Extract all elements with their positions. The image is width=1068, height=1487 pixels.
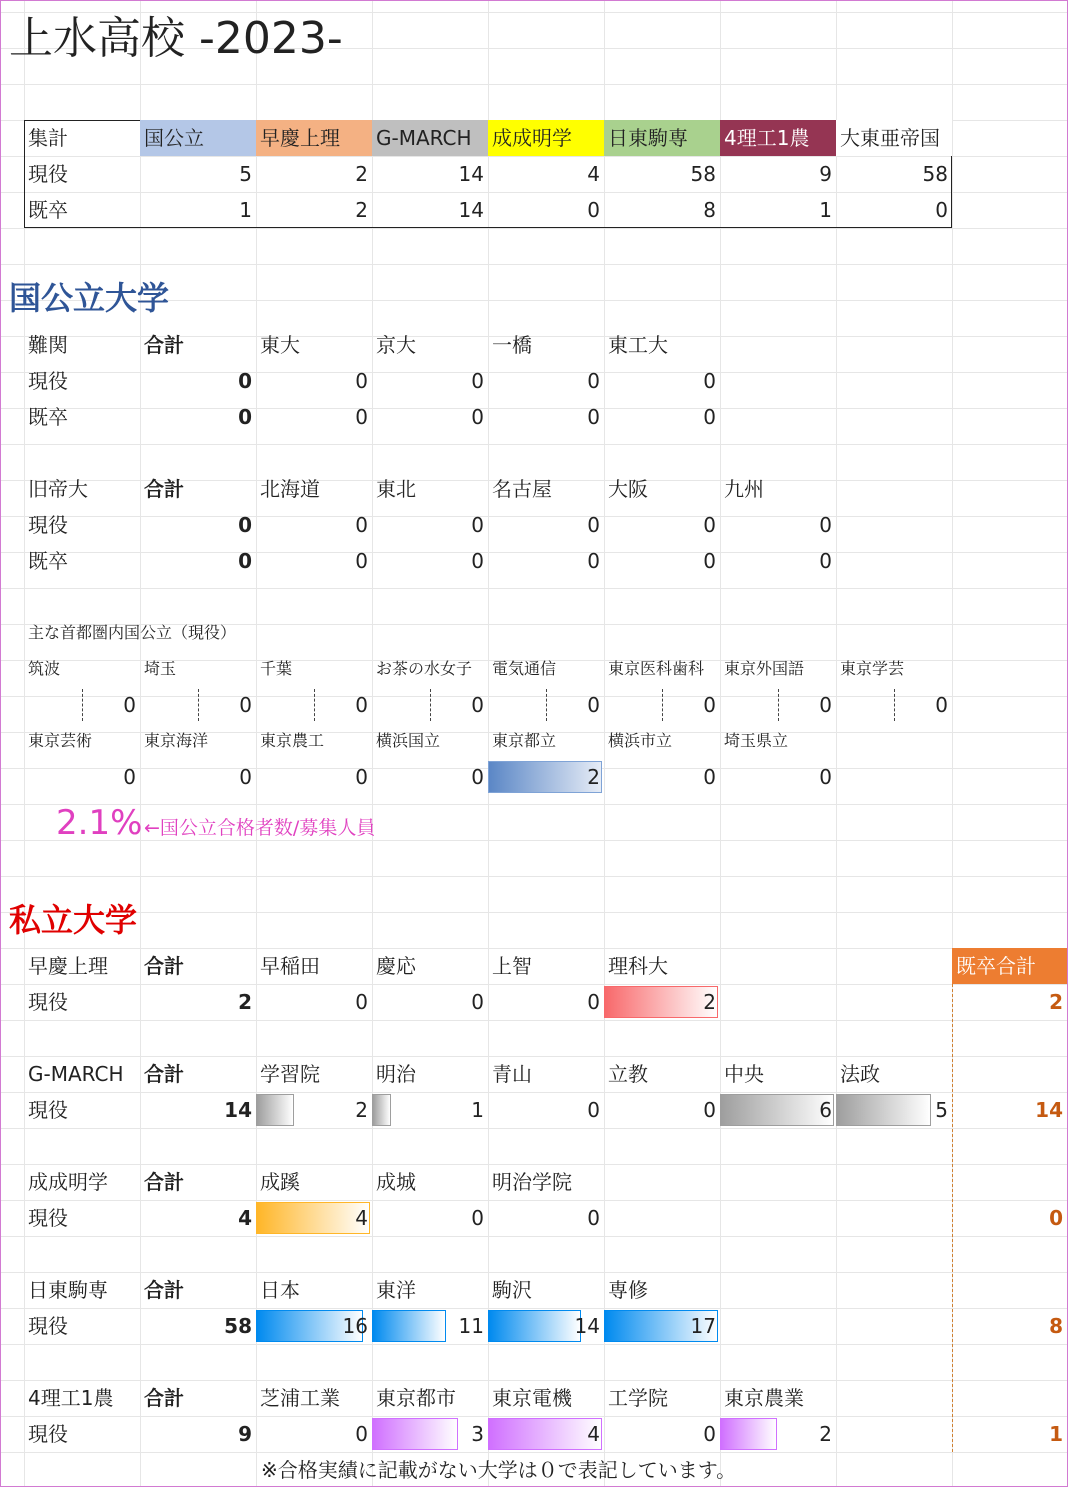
group-university: 日本 — [260, 1278, 300, 1302]
value-bar — [372, 1418, 458, 1450]
metro-value-tomin — [488, 759, 604, 795]
group-value-cell — [256, 1092, 372, 1128]
group-value-cell — [604, 1308, 720, 1344]
value-bar — [488, 761, 602, 793]
metro-university: 東京農工 — [260, 731, 325, 750]
group-university: 法政 — [840, 1062, 880, 1086]
metro-value: 0 — [471, 693, 484, 717]
summary-value: 1 — [239, 198, 252, 222]
group-value-cell — [256, 1308, 372, 1344]
kyuteidai-value: 0 — [355, 549, 368, 573]
group-value-cell — [604, 1092, 720, 1128]
value-bar — [488, 1418, 602, 1450]
group-row-label: 現役 — [28, 1314, 68, 1338]
group-value: 17 — [690, 1314, 716, 1338]
metro-value: 0 — [239, 765, 252, 789]
group-value: 0 — [471, 990, 484, 1014]
group-row-label: 現役 — [28, 1098, 68, 1122]
group-university: 中央 — [724, 1062, 764, 1086]
group-university: 学習院 — [260, 1062, 320, 1086]
group-value: 5 — [935, 1098, 948, 1122]
kyuteidai-value: 0 — [471, 549, 484, 573]
kisotsu-value: 2 — [1049, 990, 1063, 1014]
group-total-label: 合計 — [144, 1386, 184, 1410]
nanka-row-label: 既卒 — [28, 405, 68, 429]
nanka-value: 0 — [471, 405, 484, 429]
summary-value: 14 — [458, 162, 484, 186]
group-value: 1 — [471, 1098, 484, 1122]
value-bar — [604, 986, 718, 1018]
metro-value: 0 — [587, 693, 600, 717]
group-value-cell — [256, 1200, 372, 1236]
metro-university: 東京医科歯科 — [608, 659, 705, 678]
group-value: 2 — [819, 1422, 832, 1446]
group-row-label: 現役 — [28, 1206, 68, 1230]
group-university: 専修 — [608, 1278, 648, 1302]
metro-university: 東京都立 — [492, 731, 557, 750]
group-value-cell — [720, 1416, 836, 1452]
group-value-cell — [372, 1308, 488, 1344]
nanka-value: 0 — [703, 369, 716, 393]
metro-value: 0 — [819, 693, 832, 717]
nanka-value: 0 — [587, 369, 600, 393]
metro-value: 0 — [703, 693, 716, 717]
group-university: 東京都市 — [376, 1386, 456, 1410]
group-name: 4理工1農 — [28, 1386, 114, 1410]
summary-row-label: 既卒 — [28, 198, 68, 222]
kyuteidai-value: 0 — [819, 549, 832, 573]
nanka-university: 一橋 — [492, 333, 532, 357]
summary-value: 0 — [587, 198, 600, 222]
group-value: 4 — [355, 1206, 368, 1230]
metro-value: 0 — [123, 693, 136, 717]
summary-value: 4 — [587, 162, 600, 186]
summary-row-label: 現役 — [28, 162, 68, 186]
group-university: 早稲田 — [260, 954, 320, 978]
summary-col-gmarch: G-MARCH — [372, 120, 488, 156]
value-bar — [256, 1202, 370, 1234]
group-value: 2 — [703, 990, 716, 1014]
nanka-university: 東大 — [260, 333, 300, 357]
group-total-label: 合計 — [144, 1062, 184, 1086]
group-value-cell — [256, 1416, 372, 1452]
value-bar — [720, 1094, 834, 1126]
kyuteidai-value: 0 — [819, 513, 832, 537]
group-university: 上智 — [492, 954, 532, 978]
nanka-value: 0 — [355, 369, 368, 393]
summary-value: 58 — [922, 162, 948, 186]
nanka-value: 0 — [355, 405, 368, 429]
nanka-label: 難関 — [28, 333, 68, 357]
group-value: 14 — [574, 1314, 600, 1338]
group-total-label: 合計 — [144, 1170, 184, 1194]
group-value: 11 — [458, 1314, 484, 1338]
group-value: 0 — [703, 1422, 716, 1446]
ratio-caption: ←国公立合格者数/募集人員 — [144, 817, 376, 839]
group-value-cell — [488, 1416, 604, 1452]
metro-value-text: 2 — [587, 765, 600, 789]
metro-university: 東京芸術 — [28, 731, 93, 750]
group-value-cell — [720, 1092, 836, 1128]
kisotsu-value: 0 — [1049, 1206, 1063, 1230]
kyuteidai-value: 0 — [587, 549, 600, 573]
summary-value: 9 — [819, 162, 832, 186]
kisotsu-value: 1 — [1049, 1422, 1063, 1446]
summary-col-national: 国公立 — [140, 120, 256, 156]
metro-value: 0 — [355, 693, 368, 717]
value-bar — [372, 1310, 446, 1342]
group-university: 東京電機 — [492, 1386, 572, 1410]
group-name: 成成明学 — [28, 1170, 108, 1194]
group-university: 立教 — [608, 1062, 648, 1086]
group-value-cell — [836, 1092, 952, 1128]
kyuteidai-total: 0 — [238, 513, 252, 537]
metro-university: 横浜国立 — [376, 731, 441, 750]
group-value: 3 — [471, 1422, 484, 1446]
metro-university: 東京外国語 — [724, 659, 805, 678]
group-value: 4 — [587, 1422, 600, 1446]
group-row-label: 現役 — [28, 1422, 68, 1446]
group-value-cell — [372, 1416, 488, 1452]
nanka-total-label: 合計 — [144, 333, 184, 357]
ratio-value: 2.1% — [56, 803, 143, 843]
kyuteidai-row-label: 現役 — [28, 513, 68, 537]
group-name: 早慶上理 — [28, 954, 108, 978]
nanka-value: 0 — [703, 405, 716, 429]
group-value: 6 — [819, 1098, 832, 1122]
group-university: 青山 — [492, 1062, 532, 1086]
kyuteidai-value: 0 — [703, 513, 716, 537]
group-value: 0 — [587, 1206, 600, 1230]
group-value: 0 — [587, 1098, 600, 1122]
summary-col-seisei: 成成明学 — [488, 120, 604, 156]
kisotsu-value: 8 — [1049, 1314, 1063, 1338]
metro-university: 電気通信 — [492, 659, 557, 678]
kyuteidai-row-label: 既卒 — [28, 549, 68, 573]
summary-col-riko: 4理工1農 — [720, 120, 836, 156]
value-bar — [720, 1418, 777, 1450]
summary-value: 5 — [239, 162, 252, 186]
summary-col-daitou: 大東亜帝国 — [836, 120, 952, 156]
group-row-label: 現役 — [28, 990, 68, 1014]
group-total: 4 — [238, 1206, 252, 1230]
group-university: 成城 — [376, 1170, 416, 1194]
metro-university: お茶の水女子 — [376, 659, 473, 678]
group-value-cell — [604, 984, 720, 1020]
metro-university: 東京学芸 — [840, 659, 905, 678]
metro-title: 主な首都圏内国公立（現役） — [28, 623, 237, 642]
group-university: 成蹊 — [260, 1170, 300, 1194]
group-university: 東洋 — [376, 1278, 416, 1302]
group-total: 14 — [224, 1098, 252, 1122]
group-value-cell — [604, 1416, 720, 1452]
kyuteidai-university: 大阪 — [608, 477, 648, 501]
metro-value: 0 — [935, 693, 948, 717]
group-name: 日東駒専 — [28, 1278, 108, 1302]
group-total: 58 — [224, 1314, 252, 1338]
page-title: 上水高校 -2023- — [9, 13, 343, 64]
kyuteidai-value: 0 — [471, 513, 484, 537]
group-value: 0 — [587, 990, 600, 1014]
private-section-title: 私立大学 — [9, 901, 138, 939]
group-university: 理科大 — [608, 954, 668, 978]
nanka-row-label: 現役 — [28, 369, 68, 393]
group-value-cell — [488, 1092, 604, 1128]
value-bar — [256, 1094, 294, 1126]
group-name: G-MARCH — [28, 1062, 124, 1086]
summary-value: 2 — [355, 198, 368, 222]
group-university: 東京農業 — [724, 1386, 804, 1410]
group-value: 0 — [471, 1206, 484, 1230]
value-bar — [372, 1094, 391, 1126]
group-value: 16 — [342, 1314, 368, 1338]
summary-value: 2 — [355, 162, 368, 186]
group-university: 明治 — [376, 1062, 416, 1086]
value-bar — [488, 1310, 581, 1342]
summary-col-nittou: 日東駒専 — [604, 120, 720, 156]
nanka-university: 京大 — [376, 333, 416, 357]
kyuteidai-university: 九州 — [724, 477, 764, 501]
summary-value: 58 — [690, 162, 716, 186]
group-value: 0 — [355, 990, 368, 1014]
national-section-title: 国公立大学 — [9, 279, 170, 317]
metro-university: 東京海洋 — [144, 731, 209, 750]
group-value: 2 — [355, 1098, 368, 1122]
metro-value: 0 — [471, 765, 484, 789]
summary-header-label: 集計 — [28, 126, 68, 150]
kisotsu-value: 14 — [1035, 1098, 1063, 1122]
metro-university: 埼玉県立 — [724, 731, 789, 750]
group-value-cell — [372, 984, 488, 1020]
kyuteidai-value: 0 — [703, 549, 716, 573]
summary-value: 8 — [703, 198, 716, 222]
group-value-cell — [256, 984, 372, 1020]
group-value-cell — [488, 984, 604, 1020]
summary-value: 0 — [935, 198, 948, 222]
summary-col-soukei: 早慶上理 — [256, 120, 372, 156]
group-value: 0 — [355, 1422, 368, 1446]
kyuteidai-total: 0 — [238, 549, 252, 573]
group-total-label: 合計 — [144, 1278, 184, 1302]
metro-university: 筑波 — [28, 659, 61, 678]
group-value-cell — [488, 1200, 604, 1236]
kyuteidai-university: 北海道 — [260, 477, 320, 501]
nanka-value: 0 — [471, 369, 484, 393]
nanka-total: 0 — [238, 369, 252, 393]
kyuteidai-label: 旧帝大 — [28, 477, 88, 501]
nanka-value: 0 — [587, 405, 600, 429]
metro-value: 0 — [703, 765, 716, 789]
kyuteidai-value: 0 — [587, 513, 600, 537]
value-bar — [836, 1094, 931, 1126]
group-total: 9 — [238, 1422, 252, 1446]
metro-value: 0 — [239, 693, 252, 717]
metro-university: 千葉 — [260, 659, 293, 678]
group-university: 慶応 — [376, 954, 416, 978]
group-value-cell — [372, 1200, 488, 1236]
group-total-label: 合計 — [144, 954, 184, 978]
kyuteidai-university: 東北 — [376, 477, 416, 501]
kyuteidai-value: 0 — [355, 513, 368, 537]
group-university: 芝浦工業 — [260, 1386, 340, 1410]
metro-university: 横浜市立 — [608, 731, 673, 750]
footnote: ※合格実績に記載がない大学は０で表記しています。 — [261, 1458, 737, 1482]
group-value-cell — [372, 1092, 488, 1128]
metro-university: 埼玉 — [144, 659, 177, 678]
metro-value: 0 — [355, 765, 368, 789]
group-university: 明治学院 — [492, 1170, 572, 1194]
nanka-university: 東工大 — [608, 333, 668, 357]
summary-value: 14 — [458, 198, 484, 222]
group-value: 0 — [703, 1098, 716, 1122]
nanka-total: 0 — [238, 405, 252, 429]
summary-value: 1 — [819, 198, 832, 222]
metro-value: 0 — [123, 765, 136, 789]
group-university: 駒沢 — [492, 1278, 532, 1302]
kisotsu-header: 既卒合計 — [952, 948, 1067, 984]
group-university: 工学院 — [608, 1386, 668, 1410]
group-value-cell — [488, 1308, 604, 1344]
metro-value: 0 — [819, 765, 832, 789]
group-total: 2 — [238, 990, 252, 1014]
kyuteidai-university: 名古屋 — [492, 477, 552, 501]
kyuteidai-total-label: 合計 — [144, 477, 184, 501]
